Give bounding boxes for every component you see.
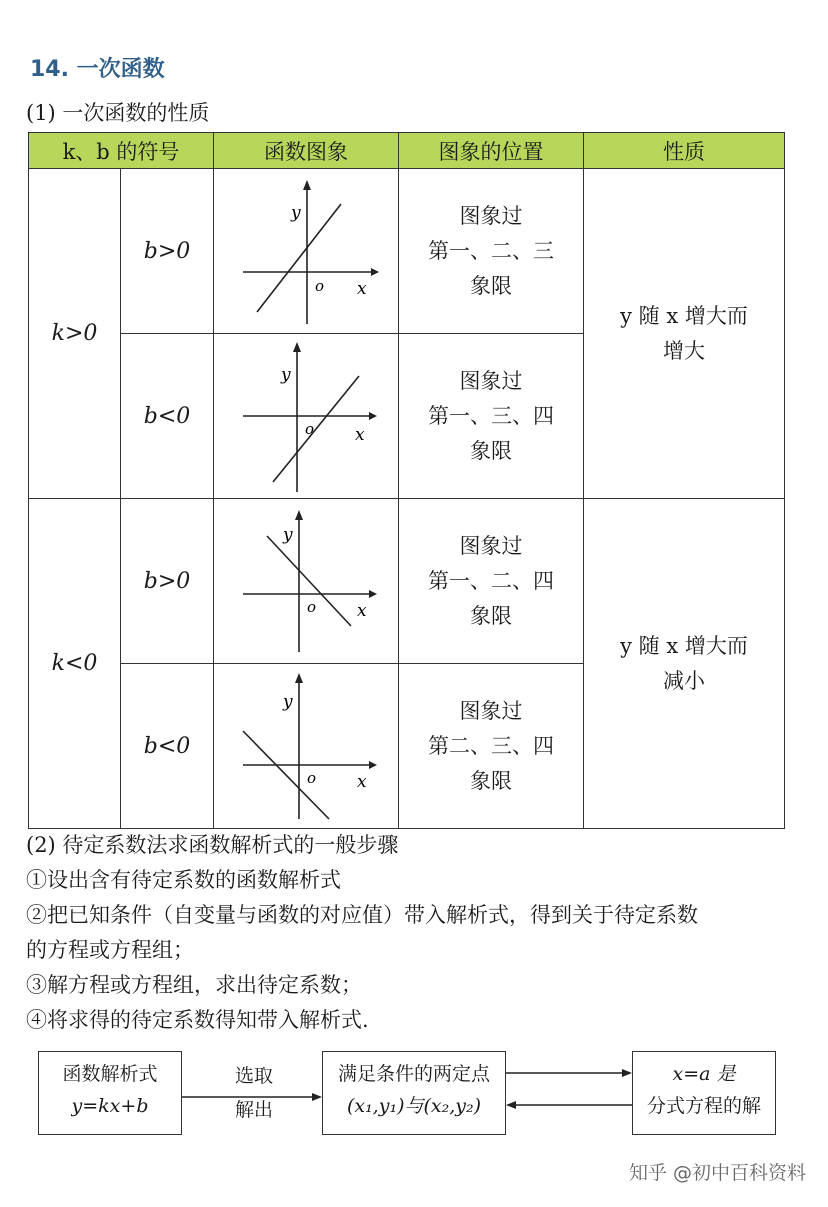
b-sign: b<0 [121, 334, 214, 499]
x-axis-label: x [355, 425, 365, 445]
x-axis-label: x [357, 278, 367, 299]
position-line: 图象过 [459, 368, 523, 393]
k-sign-positive: k>0 [29, 169, 121, 499]
flow-box-formula: y=kx+b [71, 1095, 149, 1117]
step-line: ②把已知条件（自变量与函数的对应值）带入解析式，得到关于待定系数 [26, 903, 698, 927]
x-axis-label: x [357, 771, 367, 792]
position-line: 第一、二、四 [428, 568, 554, 593]
table-row [29, 169, 785, 334]
position-line: 图象过 [459, 698, 523, 723]
origin-label: o [307, 598, 317, 616]
position-cell [399, 664, 584, 829]
flow-box-label: 函数解析式 [62, 1063, 158, 1085]
step-line: 的方程或方程组； [26, 938, 194, 962]
graph-cell [214, 334, 399, 499]
header-graph: 函数图象 [214, 133, 399, 169]
flow-box-label: 分式方程的解 [646, 1095, 761, 1117]
position-cell [399, 499, 584, 664]
property-line: 减小 [663, 668, 705, 693]
property-line: 增大 [663, 338, 705, 363]
arrow-label-select: 选取 [234, 1065, 273, 1087]
properties-table [28, 132, 785, 829]
steps-section [26, 828, 816, 1038]
position-line: 象限 [470, 273, 512, 298]
header-property: 性质 [584, 133, 785, 169]
step-line: ③解方程或方程组，求出待定系数； [26, 973, 362, 997]
position-line: 象限 [470, 438, 512, 463]
origin-label: o [305, 420, 315, 438]
position-cell [399, 169, 584, 334]
table-row [29, 499, 785, 664]
property-cell-increase [584, 169, 785, 499]
position-cell [399, 334, 584, 499]
origin-label: o [315, 276, 325, 295]
origin-label: o [307, 768, 317, 787]
steps-title: (2) 待定系数法求函数解析式的一般步骤 [26, 833, 399, 857]
step-line: ①设出含有待定系数的函数解析式 [26, 868, 341, 892]
graph-cell [214, 169, 399, 334]
step-line: ④将求得的待定系数得知带入解析式. [26, 1008, 369, 1032]
b-sign: b>0 [121, 499, 214, 664]
graph-k-neg-b-pos [231, 506, 381, 656]
arrow-label-solve: 解出 [234, 1099, 273, 1121]
x-axis-label: x [357, 601, 367, 621]
y-axis-label: y [283, 525, 293, 545]
position-line: 图象过 [459, 203, 523, 228]
graph-k-pos-b-neg [231, 336, 381, 496]
graph-k-neg-b-neg [231, 669, 381, 824]
position-line: 象限 [470, 603, 512, 628]
flow-box-formula: x=a 是 [672, 1063, 736, 1085]
flow-box-formula: (x₁,y₁)与(x₂,y₂) [346, 1095, 482, 1117]
position-line: 图象过 [459, 533, 523, 558]
table-header-row [29, 133, 785, 169]
position-line: 第一、三、四 [428, 403, 554, 428]
watermark: 知乎 @初中百科资料 [628, 1162, 806, 1184]
flow-box-label: 满足条件的两定点 [337, 1063, 490, 1085]
section-title: 14. 一次函数 [30, 57, 165, 82]
k-sign-negative: k<0 [29, 499, 121, 829]
y-axis-label: y [283, 691, 293, 712]
header-position: 图象的位置 [399, 133, 584, 169]
position-line: 第一、二、三 [428, 238, 554, 263]
subtitle: (1) 一次函数的性质 [26, 101, 210, 125]
arrowhead-icon [506, 1101, 516, 1109]
property-line: y 随 x 增大而 [620, 633, 748, 658]
property-cell-decrease [584, 499, 785, 829]
y-axis-label: y [281, 365, 291, 385]
arrowhead-icon [622, 1069, 632, 1077]
position-line: 象限 [470, 768, 512, 793]
header-signs: k、b 的符号 [29, 133, 214, 169]
graph-k-pos-b-pos [231, 174, 381, 329]
flow-arrows [0, 1040, 828, 1140]
b-sign: b<0 [121, 664, 214, 829]
graph-cell [214, 499, 399, 664]
y-axis-label: y [291, 202, 301, 223]
b-sign: b>0 [121, 169, 214, 334]
arrowhead-icon [312, 1093, 322, 1101]
property-line: y 随 x 增大而 [620, 303, 748, 328]
position-line: 第二、三、四 [428, 733, 554, 758]
graph-cell [214, 664, 399, 829]
